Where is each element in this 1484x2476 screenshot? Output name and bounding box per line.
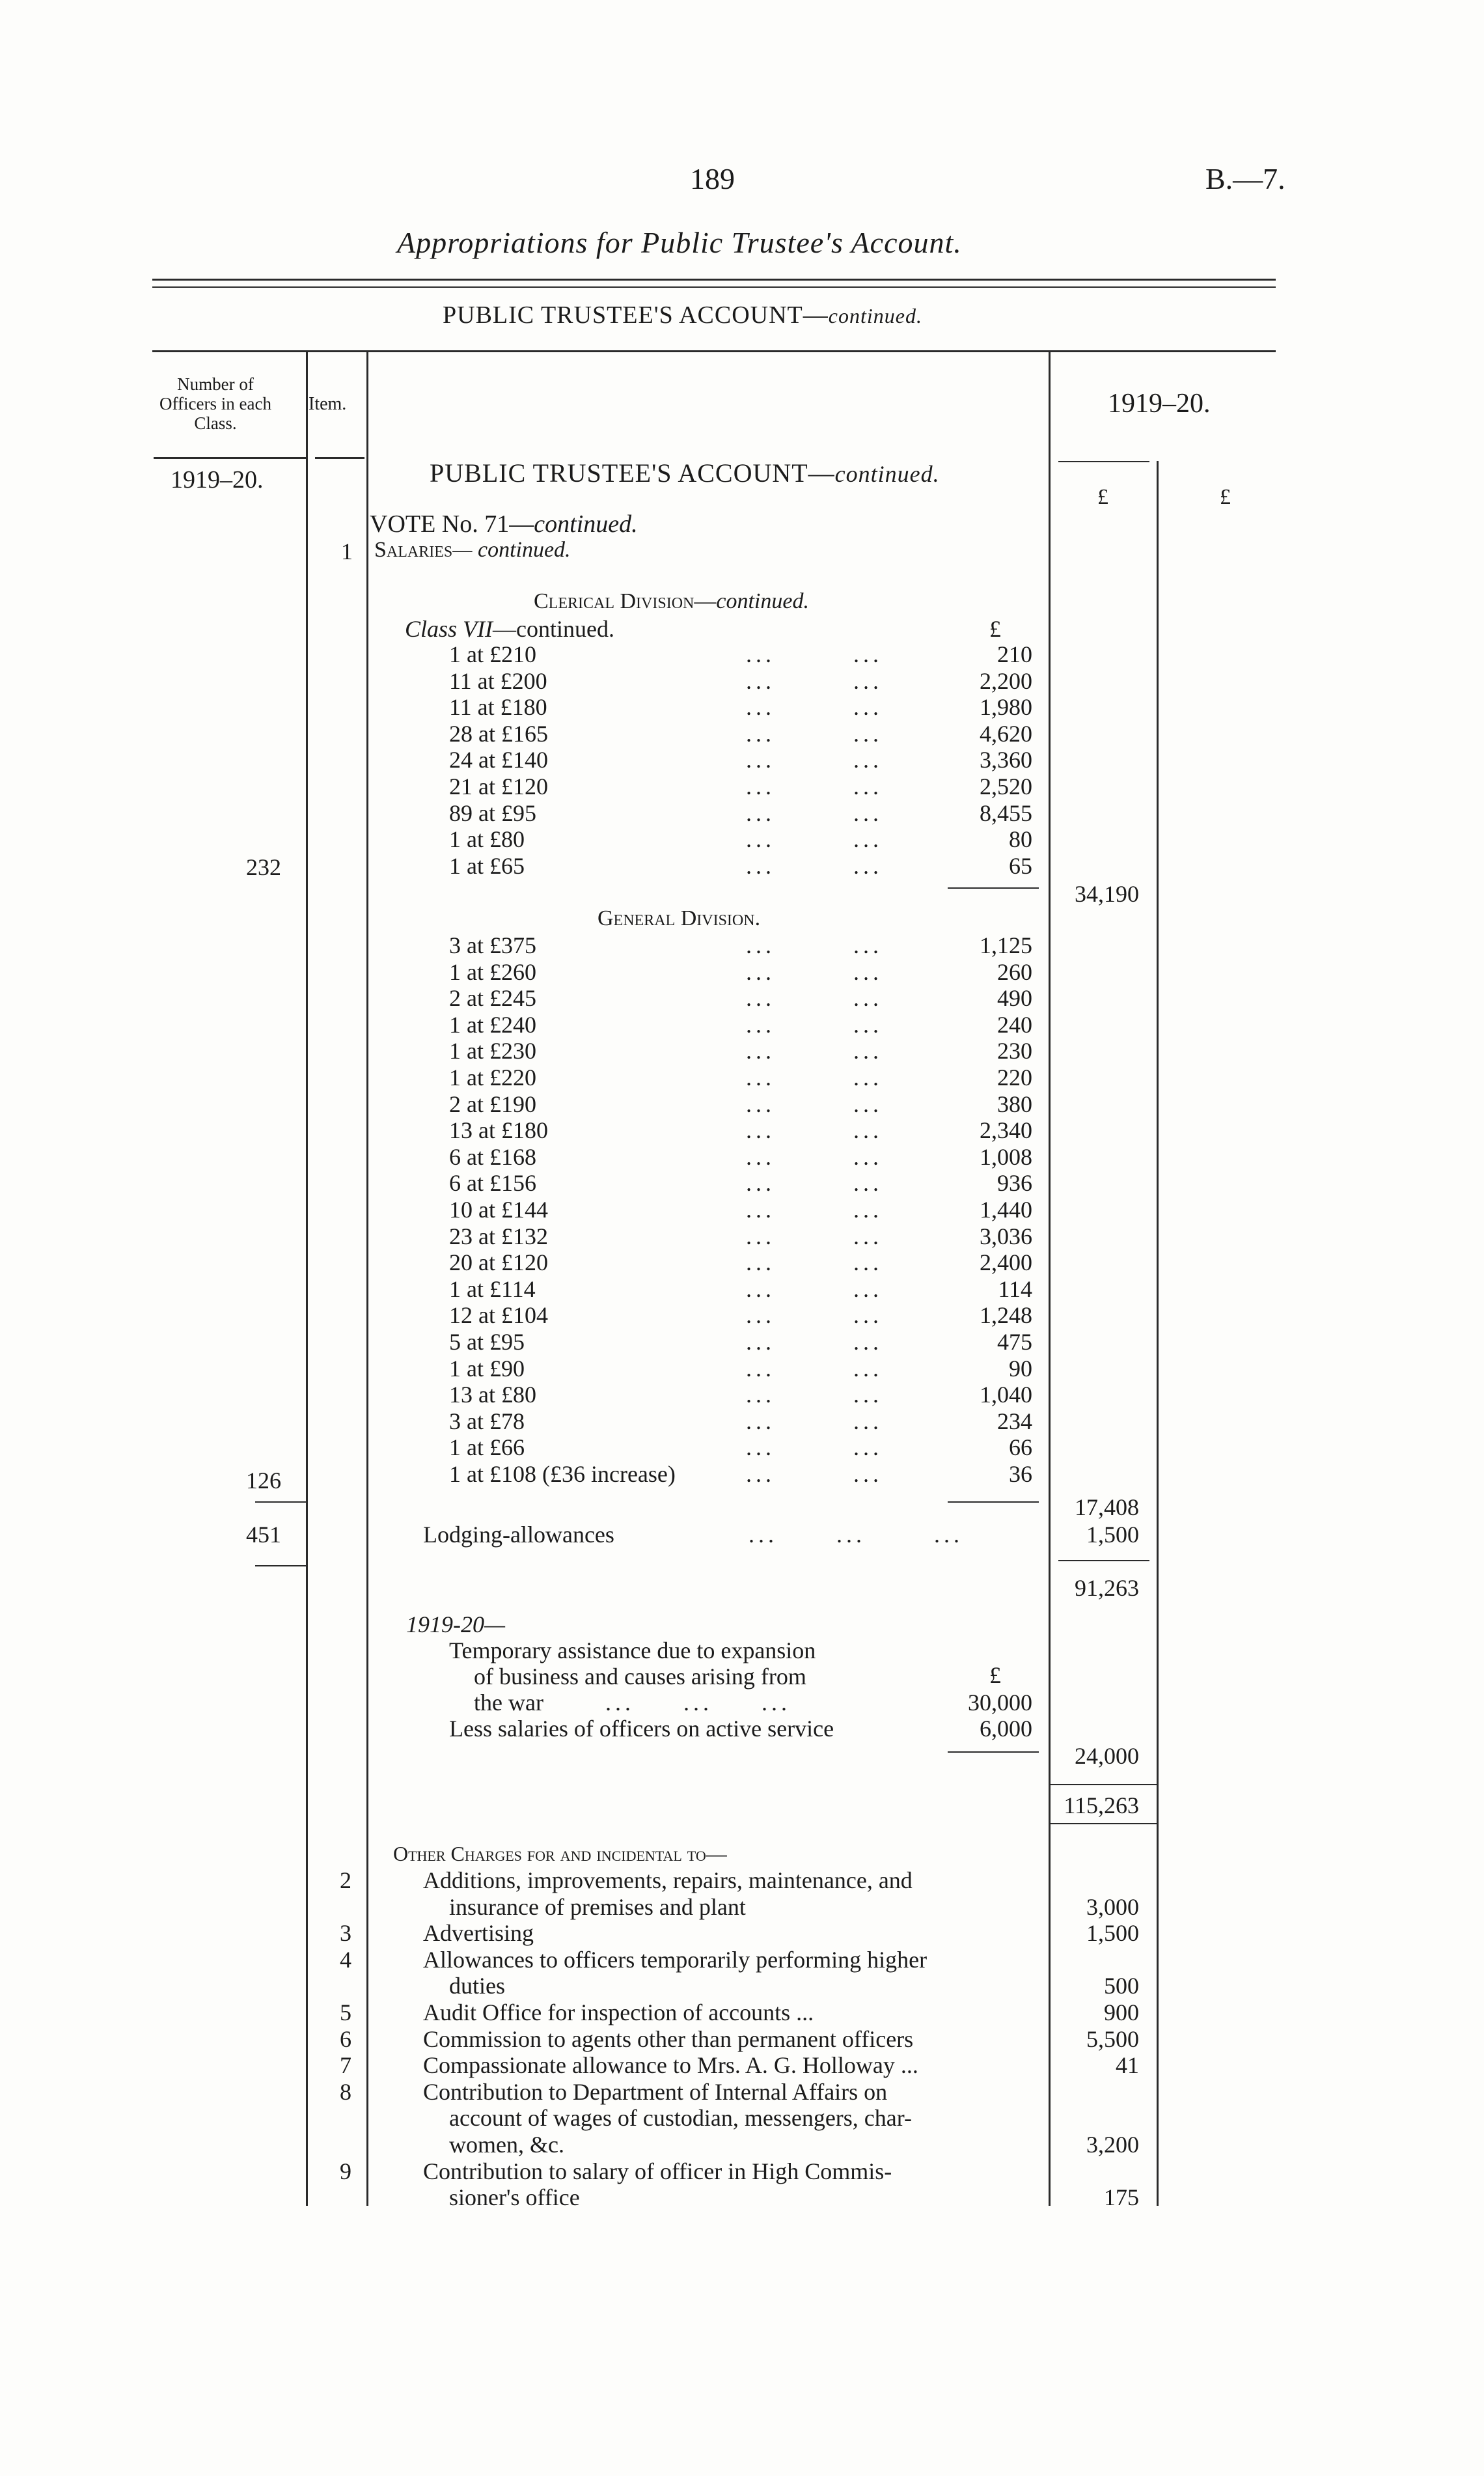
general-row-dots: ... ... [746, 1461, 883, 1487]
clerical-row-label: 24 at £140 [449, 747, 548, 773]
general-row-amount: 2,340 [980, 1117, 1032, 1144]
vote-heading [370, 510, 638, 538]
secondary-amount-border [1157, 461, 1159, 2206]
general-row-amount: 114 [998, 1275, 1032, 1302]
general-row-label: 1 at £66 [449, 1434, 525, 1461]
general-row-dots: ... ... [746, 1011, 883, 1038]
general-row-dots: ... ... [746, 1355, 883, 1382]
charge-item-text: women, &c. [449, 2132, 564, 2158]
general-row-label: 1 at £240 [449, 1011, 536, 1038]
general-row-label: 3 at £375 [449, 932, 536, 958]
general-row-dots: ... ... [746, 1170, 883, 1197]
account-subtitle-main: PUBLIC TRUSTEE'S ACCOUNT— [443, 301, 829, 329]
general-row-amount: 3,036 [980, 1223, 1032, 1249]
temporary-amount-2: 6,000 [980, 1716, 1032, 1742]
general-row-dots: ... ... [746, 1091, 883, 1117]
clerical-row-amount: 4,620 [980, 720, 1032, 747]
title-rule-2 [152, 286, 1276, 288]
general-row-dots: ... ... [746, 932, 883, 958]
general-row-amount: 1,440 [980, 1197, 1032, 1223]
lodging-leader-dots: ... ... ... [749, 1522, 963, 1548]
charge-item-number: 9 [340, 2158, 351, 2184]
general-row-dots: ... ... [746, 1064, 883, 1091]
officers-header-line-3: Class. [194, 413, 237, 433]
clerical-row-dots: ... ... [746, 694, 883, 721]
officers-column-header [128, 374, 303, 433]
clerical-row-amount: 2,200 [980, 667, 1032, 694]
charge-item-text: Contribution to salary of officer in High Commis- [423, 2158, 892, 2184]
general-row-label: 5 at £95 [449, 1329, 525, 1355]
clerical-row-amount: 8,455 [980, 800, 1032, 826]
charge-item-text: Contribution to Department of Internal Affairs on [423, 2078, 888, 2105]
clerical-row-dots: ... ... [746, 773, 883, 800]
header-rule-amount [1058, 461, 1149, 462]
general-row-label: 2 at £245 [449, 985, 536, 1012]
general-row-label: 6 at £156 [449, 1170, 536, 1197]
temporary-year: 1919-20— [406, 1611, 505, 1637]
subtotal-rule [1058, 1560, 1149, 1561]
clerical-heading-cont: continued. [716, 589, 809, 613]
general-row-dots: ... ... [746, 985, 883, 1012]
temporary-line-3: the war [474, 1690, 543, 1716]
general-row-amount: 1,125 [980, 932, 1032, 958]
section-heading-cont: continued. [834, 461, 940, 487]
general-row-dots: ... ... [746, 1329, 883, 1355]
general-row-label: 1 at £90 [449, 1355, 525, 1382]
general-row-amount: 66 [1009, 1434, 1032, 1461]
document-reference: B.—7. [1205, 162, 1285, 195]
clerical-officers-count: 232 [246, 854, 281, 880]
general-row-dots: ... ... [746, 1434, 883, 1461]
general-row-label: 1 at £108 (£36 increase) [449, 1461, 676, 1487]
clerical-row-label: 1 at £65 [449, 852, 525, 879]
clerical-row-dots: ... ... [746, 800, 883, 826]
clerical-division-heading [534, 589, 809, 614]
general-row-dots: ... ... [746, 1143, 883, 1170]
general-row-amount: 90 [1009, 1355, 1032, 1382]
general-row-label: 13 at £180 [449, 1117, 548, 1144]
general-row-dots: ... ... [746, 1275, 883, 1302]
general-row-amount: 475 [997, 1329, 1032, 1355]
charge-item-text: Additions, improvements, repairs, maintenance, and [423, 1867, 913, 1893]
general-row-label: 13 at £80 [449, 1382, 536, 1408]
general-row-amount: 234 [997, 1408, 1032, 1434]
item-column-left-border [306, 352, 308, 2206]
vote-heading-cont: continued. [534, 510, 638, 538]
year-column-header: 1919–20. [1108, 389, 1211, 419]
grand-total-rule-top [1049, 1784, 1157, 1785]
general-sum-rule [948, 1501, 1039, 1503]
clerical-row-dots: ... ... [746, 641, 883, 667]
general-row-amount: 936 [997, 1170, 1032, 1197]
general-row-amount: 36 [1009, 1461, 1032, 1487]
charge-item-amount: 5,500 [1086, 2025, 1139, 2052]
officers-total-rule [255, 1565, 306, 1566]
general-total: 17,408 [1075, 1494, 1139, 1520]
section-heading [430, 458, 940, 488]
charge-item-amount: 3,000 [1086, 1893, 1139, 1920]
clerical-row-label: 1 at £210 [449, 641, 536, 667]
charge-item-number: 5 [340, 1999, 351, 2025]
general-row-label: 10 at £144 [449, 1197, 548, 1223]
charge-item-number: 4 [340, 1946, 351, 1973]
general-row-label: 1 at £114 [449, 1275, 536, 1302]
general-row-dots: ... ... [746, 1249, 883, 1276]
charge-item-amount: 900 [1104, 1999, 1139, 2025]
grand-total-rule-bottom [1049, 1823, 1157, 1824]
charge-item-text: Compassionate allowance to Mrs. A. G. Holloway ... [423, 2052, 918, 2079]
title-rule [152, 279, 1276, 281]
charge-item-amount: 3,200 [1086, 2132, 1139, 2158]
grand-total: 115,263 [1064, 1792, 1139, 1818]
clerical-row-label: 11 at £180 [449, 694, 547, 721]
general-row-label: 3 at £78 [449, 1408, 525, 1434]
salaries-item-number: 1 [341, 538, 353, 564]
general-row-dots: ... ... [746, 1302, 883, 1329]
general-row-amount: 230 [997, 1038, 1032, 1064]
general-row-label: 1 at £220 [449, 1064, 536, 1091]
general-row-dots: ... ... [746, 1117, 883, 1144]
clerical-row-label: 11 at £200 [449, 667, 547, 694]
clerical-row-amount: 65 [1009, 852, 1032, 879]
header-rule-item [315, 457, 364, 459]
general-division-heading: General Division. [598, 906, 761, 930]
clerical-class-label [405, 615, 614, 643]
clerical-row-dots: ... ... [746, 852, 883, 879]
officers-header-line-1: Number of [177, 374, 254, 394]
clerical-row-dots: ... ... [746, 826, 883, 853]
charge-item-text: account of wages of custodian, messengers, char- [449, 2105, 913, 2132]
officers-year-label: 1919–20. [171, 466, 264, 494]
vote-heading-main: VOTE No. 71— [370, 510, 534, 538]
class-label: Class VII [405, 616, 493, 642]
temporary-pound-symbol: £ [989, 1662, 1001, 1688]
general-row-dots: ... ... [746, 1038, 883, 1064]
general-row-label: 23 at £132 [449, 1223, 548, 1249]
general-row-dots: ... ... [746, 958, 883, 985]
general-row-amount: 1,040 [980, 1382, 1032, 1408]
other-charges-heading: Other Charges for and incidental to— [393, 1842, 727, 1865]
total-officers-count: 451 [246, 1522, 281, 1548]
general-row-label: 12 at £104 [449, 1302, 548, 1329]
general-row-amount: 1,248 [980, 1302, 1032, 1329]
clerical-row-amount: 1,980 [980, 694, 1032, 721]
temporary-line-4: Less salaries of officers on active service [449, 1716, 834, 1742]
charge-item-number: 7 [340, 2052, 351, 2079]
account-subtitle [443, 301, 922, 329]
page-number: 189 [690, 162, 735, 195]
account-subtitle-cont: continued. [828, 304, 922, 327]
officers-sum-rule [255, 1501, 306, 1503]
general-row-label: 1 at £230 [449, 1038, 536, 1064]
temporary-leader-dots: ... ... ... [605, 1690, 791, 1716]
charge-item-text: insurance of premises and plant [449, 1893, 746, 1920]
charge-item-amount: 175 [1104, 2184, 1139, 2211]
charge-item-number: 8 [340, 2078, 351, 2105]
clerical-row-dots: ... ... [746, 667, 883, 694]
general-officers-count: 126 [246, 1468, 281, 1494]
clerical-heading-main: Clerical Division— [534, 589, 717, 613]
clerical-row-amount: 2,520 [980, 773, 1032, 800]
class-label-cont: —continued. [493, 616, 614, 642]
clerical-row-label: 89 at £95 [449, 800, 536, 826]
clerical-pound-symbol: £ [989, 616, 1001, 642]
charge-item-text: Commission to agents other than permanent officers [423, 2025, 914, 2052]
clerical-row-amount: 80 [1009, 826, 1032, 853]
charge-item-text: duties [449, 1973, 505, 1999]
clerical-row-dots: ... ... [746, 747, 883, 773]
section-heading-main: PUBLIC TRUSTEE'S ACCOUNT— [430, 458, 835, 488]
amount-column-border [1049, 352, 1051, 2206]
salaries-heading-cont: — continued. [452, 538, 571, 562]
general-row-amount: 1,008 [980, 1143, 1032, 1170]
page-title: Appropriations for Public Trustee's Account. [397, 226, 962, 259]
general-row-amount: 240 [997, 1011, 1032, 1038]
general-row-dots: ... ... [746, 1197, 883, 1223]
general-row-amount: 220 [997, 1064, 1032, 1091]
temporary-amount-1: 30,000 [968, 1690, 1032, 1716]
charge-item-number: 3 [340, 1920, 351, 1947]
item-column-right-border [366, 352, 368, 2206]
clerical-row-label: 1 at £80 [449, 826, 525, 853]
lodging-label: Lodging-allowances [423, 1522, 614, 1548]
table-top-rule [152, 350, 1276, 352]
temporary-net: 24,000 [1075, 1743, 1139, 1769]
charge-item-amount: 1,500 [1086, 1920, 1139, 1947]
clerical-row-label: 28 at £165 [449, 720, 548, 747]
general-row-label: 20 at £120 [449, 1249, 548, 1276]
salaries-heading [374, 538, 571, 563]
charge-item-number: 2 [340, 1867, 351, 1893]
clerical-row-amount: 3,360 [980, 747, 1032, 773]
lodging-amount: 1,500 [1086, 1522, 1139, 1548]
header-rule-officers [154, 457, 306, 459]
charge-item-number: 6 [340, 2025, 351, 2052]
clerical-row-label: 21 at £120 [449, 773, 548, 800]
general-row-amount: 490 [997, 985, 1032, 1012]
general-row-amount: 380 [997, 1091, 1032, 1117]
salaries-heading-main: Salaries [374, 538, 453, 562]
charge-item-text: Allowances to officers temporarily performing higher [423, 1946, 928, 1973]
clerical-row-dots: ... ... [746, 720, 883, 747]
general-row-amount: 260 [997, 958, 1032, 985]
general-row-dots: ... ... [746, 1382, 883, 1408]
pound-symbol-main: £ [1097, 485, 1108, 509]
pound-symbol-secondary: £ [1220, 485, 1231, 509]
general-row-dots: ... ... [746, 1223, 883, 1249]
general-row-dots: ... ... [746, 1408, 883, 1434]
charge-item-amount: 41 [1116, 2052, 1139, 2079]
clerical-row-amount: 210 [997, 641, 1032, 667]
salaries-subtotal: 91,263 [1075, 1575, 1139, 1601]
charge-item-amount: 500 [1104, 1973, 1139, 1999]
temporary-line-1: Temporary assistance due to expansion [449, 1637, 816, 1663]
temporary-sum-rule [948, 1751, 1039, 1753]
clerical-sum-rule [948, 887, 1039, 889]
general-row-label: 6 at £168 [449, 1143, 536, 1170]
temporary-line-2: of business and causes arising from [474, 1663, 806, 1690]
item-column-header: Item. [309, 394, 347, 414]
charge-item-text: sioner's office [449, 2184, 580, 2211]
general-row-amount: 2,400 [980, 1249, 1032, 1276]
officers-header-line-2: Officers in each [159, 394, 271, 413]
general-row-label: 2 at £190 [449, 1091, 536, 1117]
charge-item-text: Advertising [423, 1920, 534, 1947]
charge-item-text: Audit Office for inspection of accounts ... [423, 1999, 814, 2025]
clerical-total: 34,190 [1075, 881, 1139, 907]
general-row-label: 1 at £260 [449, 958, 536, 985]
